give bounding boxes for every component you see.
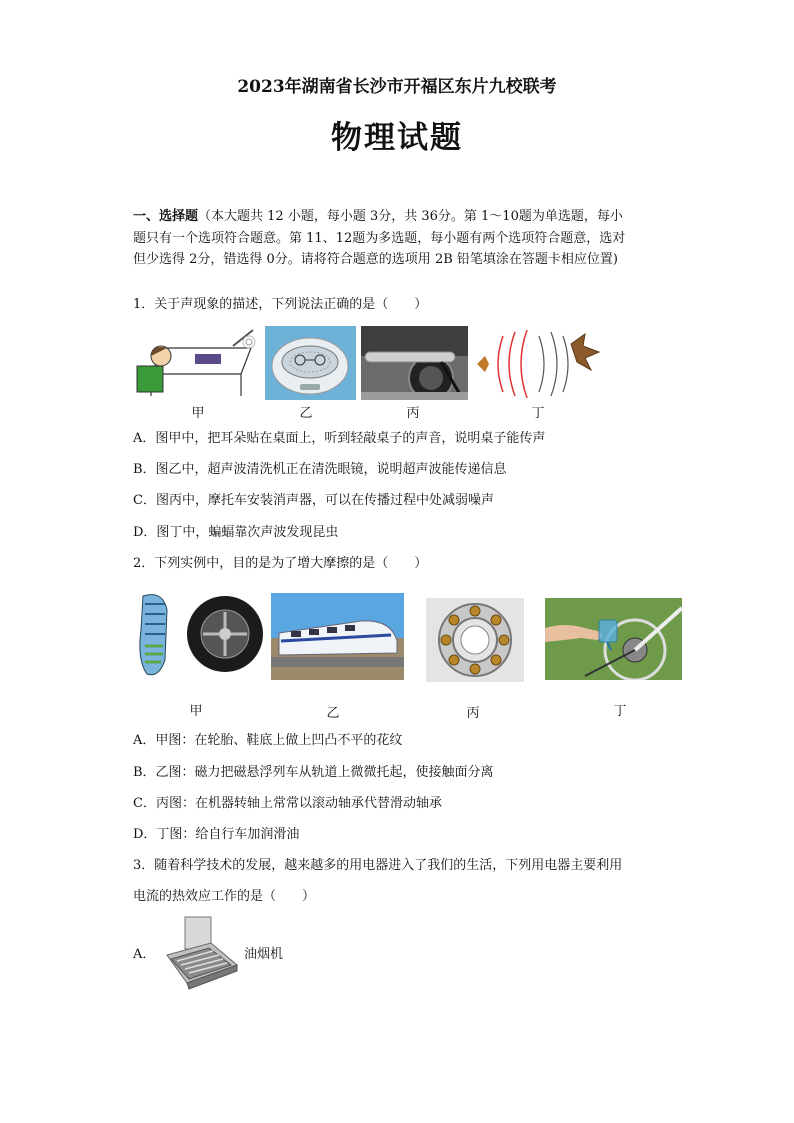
- q2-option-c: C．丙图：在机器转轴上常常以滚动轴承代替滑动轴承: [133, 796, 442, 811]
- q2-label-bing: 丙: [466, 706, 480, 721]
- exam-title: 2023年湖南省长沙市开福区东片九校联考: [237, 77, 557, 97]
- q2-label-yi: 乙: [326, 706, 340, 721]
- q1-option-b: B．图乙中，超声波清洗机正在清洗眼镜，说明超声波能传递信息: [133, 462, 507, 477]
- q2-image-jia: [133, 590, 263, 680]
- q1-image-yi: [265, 326, 356, 400]
- q1-option-c: C．图丙中，摩托车安装消声器，可以在传播过程中处减弱噪声: [133, 493, 494, 508]
- section-heading: 一、选择题: [133, 209, 199, 224]
- q2-stem: 2．下列实例中，目的是为了增大摩擦的是（ ）: [133, 556, 428, 571]
- q1-label-bing: 丙: [406, 406, 420, 421]
- q2-option-d: D．丁图：给自行车加润滑油: [133, 827, 300, 842]
- q2-option-a: A．甲图：在轮胎、鞋底上做上凹凸不平的花纹: [133, 733, 403, 748]
- q1-option-d: D．图丁中，蝙蝠靠次声波发现昆虫: [133, 525, 339, 540]
- q1-label-yi: 乙: [299, 406, 313, 421]
- q1-option-a: A．图甲中，把耳朵贴在桌面上，听到轻敲桌子的声音，说明桌子能传声: [133, 431, 546, 446]
- q2-image-bing: [426, 598, 524, 682]
- q3-image-range-hood: [157, 915, 241, 995]
- q3-option-a-text: 油烟机: [244, 947, 284, 962]
- q3-option-a-letter: A．: [133, 947, 156, 962]
- q2-image-yi: [271, 593, 404, 680]
- q1-stem: 1．关于声现象的描述，下列说法正确的是（ ）: [133, 297, 428, 312]
- q1-image-jia: [133, 326, 258, 400]
- section-intro-line1: [133, 209, 623, 225]
- q2-option-b: B．乙图：磁力把磁悬浮列车从轨道上微微托起，使接触面分离: [133, 765, 494, 780]
- section-intro-line3: 但少选得 2分，错选得 0分。请将符合题意的选项用 2B 铅笔填涂在答题卡相应位置): [133, 252, 618, 267]
- q2-label-ding: 丁: [613, 704, 627, 719]
- q1-image-ding: [473, 326, 608, 400]
- q2-label-jia: 甲: [189, 704, 203, 719]
- section-intro-line2: 题只有一个选项符合题意。第 11、12题为多选题，每小题有两个选项符合题意，选对: [133, 231, 626, 246]
- q1-label-ding: 丁: [531, 406, 545, 421]
- q1-label-jia: 甲: [191, 406, 205, 421]
- section-intro-text: （本大题共 12 小题，每小题 3分，共 36分。第 1～10题为单选题，每小: [198, 209, 623, 224]
- q3-stem-line1: 3．随着科学技术的发展，越来越多的用电器进入了我们的生活，下列用电器主要利用: [133, 858, 623, 873]
- q1-image-bing: [361, 326, 468, 400]
- subject-title: 物理试题: [331, 120, 463, 156]
- q3-stem-line2: 电流的热效应工作的是（ ）: [133, 889, 316, 904]
- q2-image-ding: [545, 598, 682, 680]
